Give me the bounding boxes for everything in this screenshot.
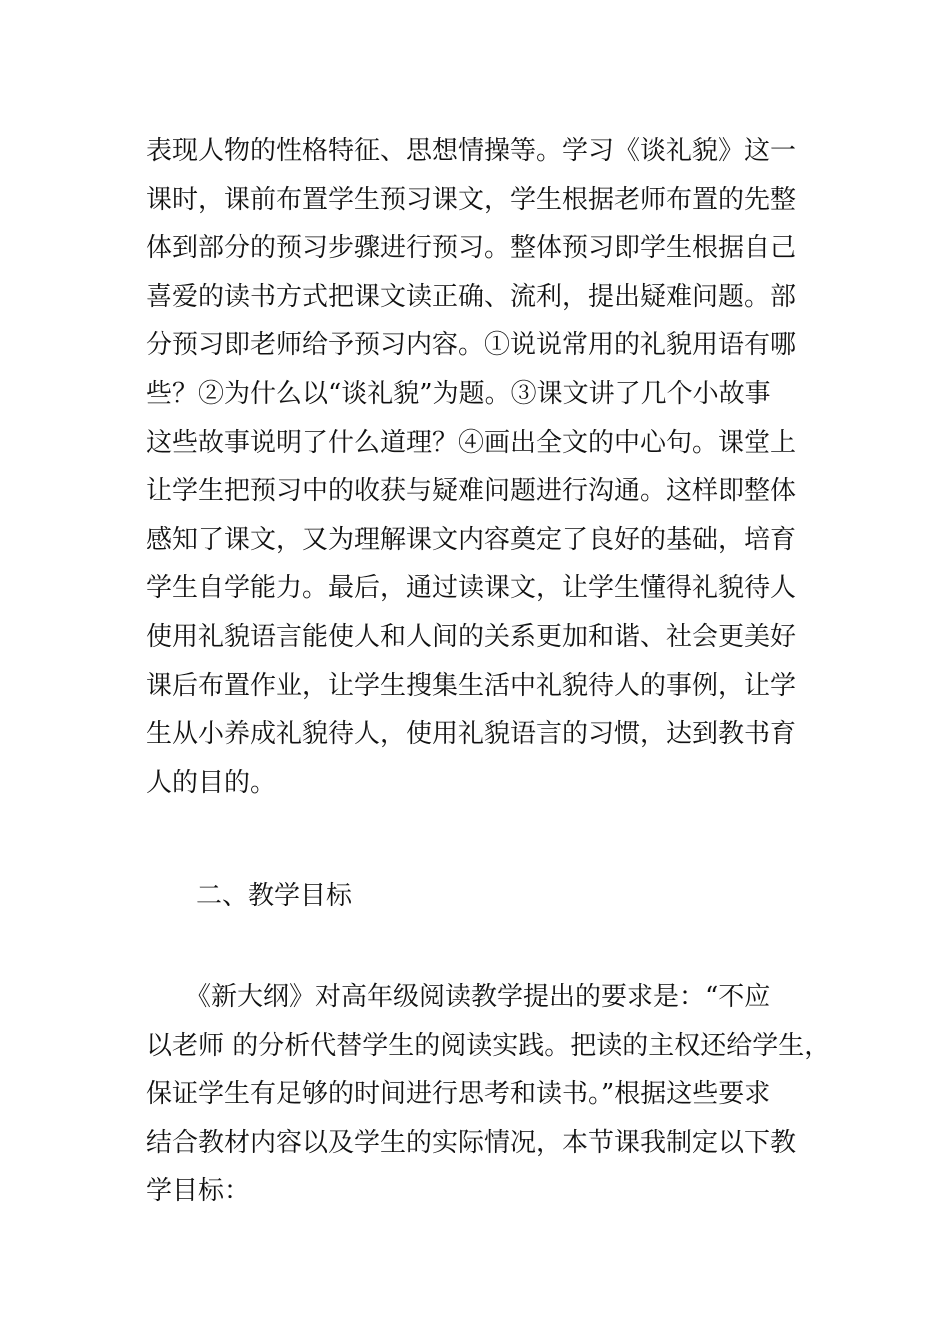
paragraph-1-line: 感知了课文，又为理解课文内容奠定了良好的基础，培育 [146, 524, 797, 555]
paragraph-1-line: 使用礼貌语言能使人和人间的关系更加和谐、社会更美好 [146, 621, 797, 652]
paragraph-1-line: 这些故事说明了什么道理？④画出全文的中心句。课堂上 [146, 427, 797, 458]
paragraph-2 [146, 973, 831, 1216]
paragraph-1-line: 生从小养成礼貌待人，使用礼貌语言的习惯，达到教书育 [146, 719, 797, 750]
paragraph-1-line: 些？②为什么以“谈礼貌”为题。③课文讲了几个小故事 [146, 378, 771, 409]
paragraph-1-line: 喜爱的读书方式把课文读正确、流利，提出疑难问题。部 [146, 281, 797, 312]
paragraph-1-line: 体到部分的预习步骤进行预习。整体预习即学生根据自己 [146, 233, 797, 264]
paragraph-2-line: 学目标： [146, 1176, 251, 1207]
paragraph-1 [146, 127, 812, 807]
section-heading: 二、教学目标 [196, 881, 353, 911]
paragraph-1-line: 课时，课前布置学生预习课文，学生根据老师布置的先整 [146, 184, 797, 215]
paragraph-1-line: 学生自学能力。最后，通过读课文，让学生懂得礼貌待人 [146, 573, 797, 604]
paragraph-1-line: 表现人物的性格特征、思想情操等。学习《谈礼貌》这一 [146, 136, 797, 166]
paragraph-1-line: 让学生把预习中的收获与疑难问题进行沟通。这样即整体 [146, 476, 797, 507]
paragraph-1-line: 人的目的。 [146, 767, 277, 798]
paragraph-2-line: 以老师 的分析代替学生的阅读实践。把读的主权还给学生， [146, 1030, 831, 1061]
paragraph-2-line: 《新大纲》对高年级阅读教学提出的要求是：“不应 [146, 982, 771, 1012]
paragraph-2-line: 保证学生有足够的时间进行思考和读书。”根据这些要求 [146, 1079, 771, 1110]
paragraph-1-line: 分预习即老师给予预习内容。①说说常用的礼貌用语有哪 [146, 330, 797, 361]
paragraph-2-line: 结合教材内容以及学生的实际情况，本节课我制定以下教 [146, 1127, 797, 1158]
paragraph-1-line: 课后布置作业，让学生搜集生活中礼貌待人的事例，让学 [146, 670, 797, 701]
